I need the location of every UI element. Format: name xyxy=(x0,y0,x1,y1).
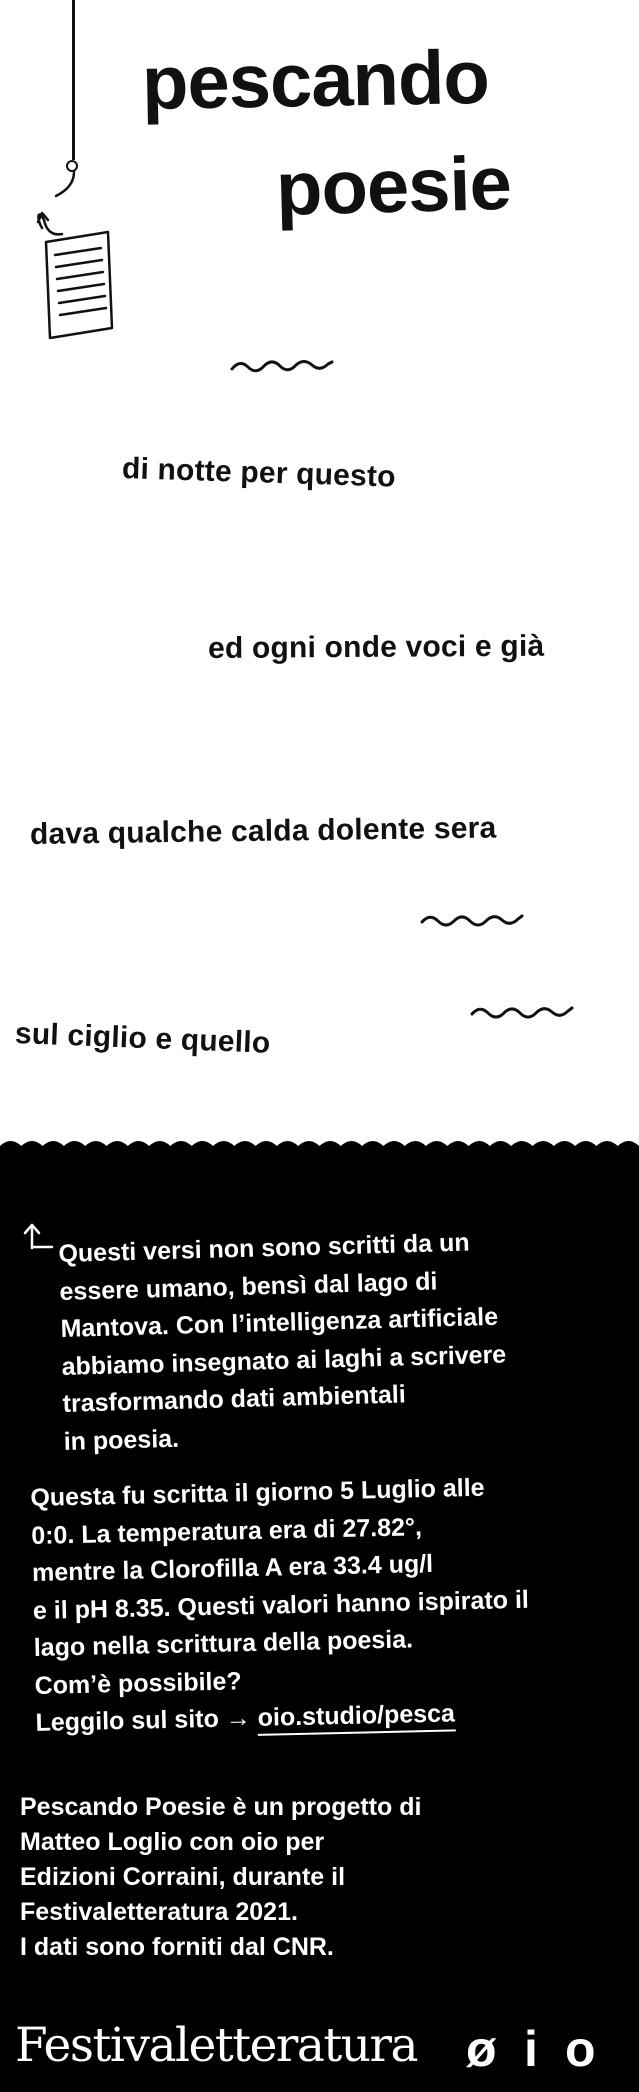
project-explanation xyxy=(58,1221,584,1460)
intro-line: in poesia. xyxy=(63,1424,180,1456)
site-link[interactable]: oio.studio/pesca xyxy=(257,1699,455,1735)
reading-line: 0:0. La temperatura era di 27.82°, xyxy=(30,1512,423,1550)
wave-squiggle-icon xyxy=(470,1002,574,1024)
read-more-prefix: Leggilo sul sito → xyxy=(35,1703,259,1737)
oio-logo-letter[interactable]: ø xyxy=(466,2021,497,2077)
reading-details xyxy=(30,1467,626,1743)
reading-line: Questa fu scritta il giorno 5 Luglio alle xyxy=(30,1473,485,1512)
wave-squiggle-icon xyxy=(230,355,334,377)
credits-line: I dati sono forniti dal CNR. xyxy=(20,1933,334,1961)
oio-logo-letter[interactable]: i xyxy=(524,2021,538,2077)
credits-line: Edizioni Corraini, durante il xyxy=(20,1863,346,1891)
return-arrow-icon[interactable] xyxy=(22,1222,54,1250)
intro-line: Mantova. Con l’intelligenza artificiale xyxy=(60,1302,499,1343)
reading-line: lago nella scrittura della poesia. xyxy=(33,1625,414,1662)
credits-line: Festivaletteratura 2021. xyxy=(20,1898,298,1926)
poem-line: sul ciglio e quello xyxy=(14,1017,271,1060)
poem-line: ed ogni onde voci e già xyxy=(207,629,545,665)
intro-line: trasformando dati ambientali xyxy=(62,1380,407,1418)
credits-line: Matteo Loglio con oio per xyxy=(20,1828,325,1856)
credits-line: Pescando Poesie è un progetto di xyxy=(20,1793,422,1821)
fishing-line xyxy=(72,0,75,160)
page-title-line-2: poesie xyxy=(274,140,512,232)
festivaletteratura-logo[interactable]: Festivaletteratura xyxy=(15,2018,418,2073)
wave-squiggle-icon xyxy=(420,910,524,932)
wave-border xyxy=(0,1136,639,1156)
reading-line: mentre la Clorofilla A era 33.4 ug/l xyxy=(31,1549,434,1587)
intro-line: Questi versi non sono scritti da un xyxy=(58,1228,470,1268)
poem-paper-icon xyxy=(28,170,118,345)
poem-line: di notte per questo xyxy=(121,452,397,494)
credits xyxy=(20,1790,620,1965)
page-title-line-1: pescando xyxy=(141,34,490,126)
poem-line: dava qualche calda dolente sera xyxy=(29,811,497,851)
reading-line: e il pH 8.35. Questi valori hanno ispirato il xyxy=(32,1585,530,1625)
intro-line: abbiamo insegnato ai laghi a scrivere xyxy=(61,1340,507,1381)
reading-line: Com’è possibile? xyxy=(34,1666,242,1700)
oio-logo-letter[interactable]: o xyxy=(565,2021,596,2077)
intro-line: essere umano, bensì dal lago di xyxy=(59,1266,438,1306)
